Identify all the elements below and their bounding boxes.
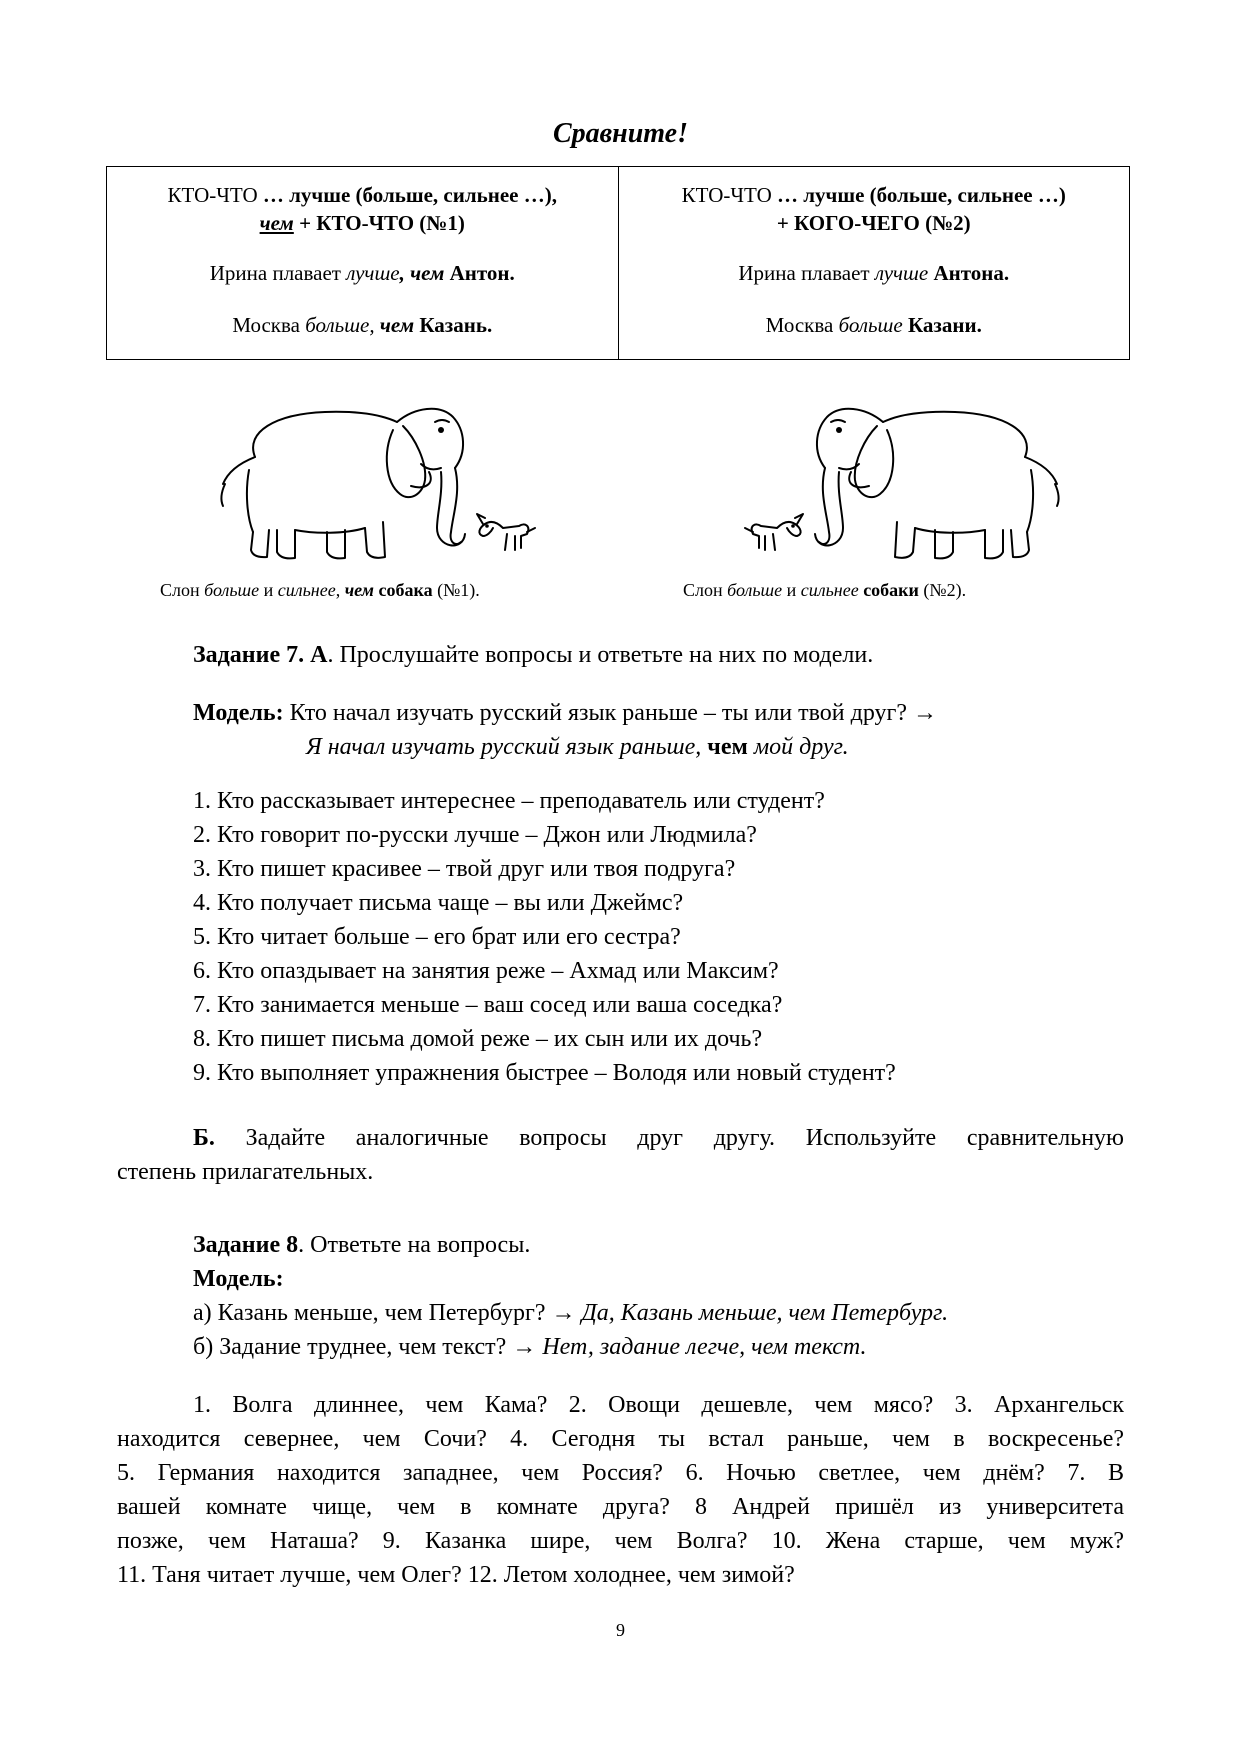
task8-line-5: позже, чем Наташа? 9. Казанка шире, чем Волга? 10. Жена старше, чем муж? bbox=[117, 1528, 1124, 1554]
task8-questions-paragraph bbox=[117, 1388, 1124, 1558]
caption-right-word-1: больше bbox=[727, 580, 783, 600]
dog-icon bbox=[477, 514, 535, 550]
task8-line-3: 5. Германия находится западнее, чем Россия? 6. Ночью светлее, чем днём? 7. В bbox=[117, 1460, 1124, 1486]
dog-icon bbox=[745, 514, 803, 550]
caption-right-subject: Слон bbox=[683, 580, 728, 600]
task8-line-4: вашей комнате чище, чем в комнате друга? 8 Андрей пришёл из университета bbox=[117, 1494, 1124, 1520]
task7-question-list bbox=[193, 784, 896, 1090]
list-item: 1. Кто рассказывает интереснее – преподаватель или студент? bbox=[193, 788, 825, 814]
task8-line-1: 1. Волга длиннее, чем Кама? 2. Овощи дешевле, чем мясо? 3. Архангельск bbox=[193, 1392, 1124, 1418]
task8-model-b-answer: Нет, задание легче, чем текст. bbox=[542, 1334, 867, 1360]
caption-right-tag: (№2). bbox=[918, 580, 967, 600]
task7-model-question bbox=[193, 696, 937, 730]
task7-part-b bbox=[117, 1121, 1124, 1155]
caption-left-chem: чем bbox=[344, 580, 375, 600]
task8-heading bbox=[193, 1228, 530, 1262]
task8-model-a-question: а) Казань меньше, чем Петербург? → bbox=[193, 1300, 582, 1326]
task8-line-6: 11. Таня читает лучше, чем Олег? 12. Летом холоднее, чем зимой? bbox=[117, 1562, 795, 1588]
task8-model-b-question: б) Задание труднее, чем текст? → bbox=[193, 1334, 543, 1360]
task7-model-answer-end: мой друг. bbox=[747, 734, 849, 760]
task7-model-answer-start: Я начал изучать русский язык раньше, bbox=[306, 734, 708, 760]
list-item: 2. Кто говорит по-русски лучше – Джон или Людмила? bbox=[193, 822, 757, 848]
task8-model-label: Модель: bbox=[193, 1266, 284, 1292]
comparison-table bbox=[106, 166, 1130, 360]
elephant-dog-illustration-right bbox=[740, 402, 1065, 572]
page-number: 9 bbox=[616, 1620, 625, 1640]
rule-right-subject: КТО-ЧТО bbox=[681, 183, 777, 207]
task7-heading bbox=[193, 638, 873, 672]
list-item: 6. Кто опаздывает на занятия реже – Ахмад или Максим? bbox=[193, 958, 779, 984]
caption-left-word-1: больше bbox=[204, 580, 260, 600]
illustration-caption-right bbox=[683, 580, 966, 601]
task8-model-a bbox=[193, 1296, 948, 1330]
example-left-1-subject: Ирина плавает bbox=[209, 261, 347, 285]
example-left-2-adverb: больше, bbox=[305, 313, 375, 337]
task8-label: Задание 8 bbox=[193, 1232, 299, 1258]
example-left-2-object: Казань. bbox=[414, 313, 493, 337]
task8-model-b bbox=[193, 1330, 867, 1364]
elephant-icon bbox=[815, 409, 1059, 559]
example-left-1-object: Антон. bbox=[444, 261, 515, 285]
rule-left-case: + КТО-ЧТО (№1) bbox=[293, 211, 465, 235]
caption-left-conj: и bbox=[259, 580, 278, 600]
task8-line-2: находится севернее, чем Сочи? 4. Сегодня ты встал раньше, чем в воскресенье? bbox=[117, 1426, 1124, 1452]
list-item: 8. Кто пишет письма домой реже – их сын или их дочь? bbox=[193, 1026, 763, 1052]
task8-instruction: . Ответьте на вопросы. bbox=[298, 1232, 531, 1258]
list-item: 3. Кто пишет красивее – твой друг или твоя подруга? bbox=[193, 856, 736, 882]
caption-left-object: собака bbox=[378, 580, 433, 600]
comparison-cell-right bbox=[618, 167, 1130, 360]
example-right-2-adverb: больше bbox=[838, 313, 903, 337]
caption-right-conj: и bbox=[782, 580, 801, 600]
caption-left-tag: (№1). bbox=[432, 580, 480, 600]
example-left-1-adverb: лучше bbox=[346, 261, 400, 285]
rule-right-case: + КОГО-ЧЕГО (№2) bbox=[776, 211, 971, 235]
rule-left-comparative: … лучше (больше, сильнее …), bbox=[262, 183, 557, 207]
caption-left-word-2: сильнее bbox=[277, 580, 336, 600]
example-right-1-adverb: лучше bbox=[874, 261, 929, 285]
list-item: 9. Кто выполняет упражнения быстрее – Володя или новый студент? bbox=[193, 1060, 896, 1086]
rule-left-subject: КТО-ЧТО bbox=[167, 183, 263, 207]
example-left-2-subject: Москва bbox=[232, 313, 306, 337]
task7-instruction: . Прослушайте вопросы и ответьте на них по модели. bbox=[327, 642, 874, 668]
caption-right-word-2: сильнее bbox=[800, 580, 859, 600]
list-item: 7. Кто занимается меньше – ваш сосед или ваша соседка? bbox=[193, 992, 783, 1018]
rule-left-chem: чем bbox=[259, 211, 294, 235]
example-left-1-chem: , чем bbox=[399, 261, 445, 285]
elephant-dog-illustration-left bbox=[215, 402, 540, 572]
task7-model-answer bbox=[306, 730, 849, 764]
task7-model-text: Кто начал изучать русский язык раньше – ты или твой друг? → bbox=[283, 700, 938, 726]
task7-part-b-line-2: степень прилагательных. bbox=[117, 1159, 374, 1185]
caption-right-object: собаки bbox=[863, 580, 919, 600]
task8-model-a-answer: Да, Казань меньше, чем Петербург. bbox=[581, 1300, 949, 1326]
task7-model-label: Модель: bbox=[193, 700, 284, 726]
elephant-icon bbox=[221, 409, 465, 559]
list-item: 4. Кто получает письма чаще – вы или Джеймс? bbox=[193, 890, 684, 916]
page-title: Сравните! bbox=[552, 118, 689, 149]
task7-part-b-line-1 bbox=[117, 1121, 1124, 1155]
example-right-2-subject: Москва bbox=[765, 313, 839, 337]
task7-part-b-label: Б. bbox=[193, 1125, 215, 1151]
rule-right-comparative: … лучше (больше, сильнее …) bbox=[777, 183, 1066, 207]
example-right-1-object: Антона. bbox=[928, 261, 1010, 285]
task7-part-b-text: Задайте аналогичные вопросы друг другу. Используйте сравнительную bbox=[214, 1125, 1124, 1151]
task7-label: Задание 7. А bbox=[193, 642, 328, 668]
comparison-cell-left bbox=[107, 167, 619, 360]
example-right-1-subject: Ирина плавает bbox=[738, 261, 875, 285]
caption-left-comma: , bbox=[335, 580, 345, 600]
task7-model-answer-chem: чем bbox=[707, 734, 748, 760]
example-right-2-object: Казани. bbox=[902, 313, 982, 337]
caption-left-subject: Слон bbox=[160, 580, 205, 600]
illustration-caption-left bbox=[160, 580, 480, 601]
list-item: 5. Кто читает больше – его брат или его сестра? bbox=[193, 924, 681, 950]
example-left-2-chem: чем bbox=[374, 313, 415, 337]
